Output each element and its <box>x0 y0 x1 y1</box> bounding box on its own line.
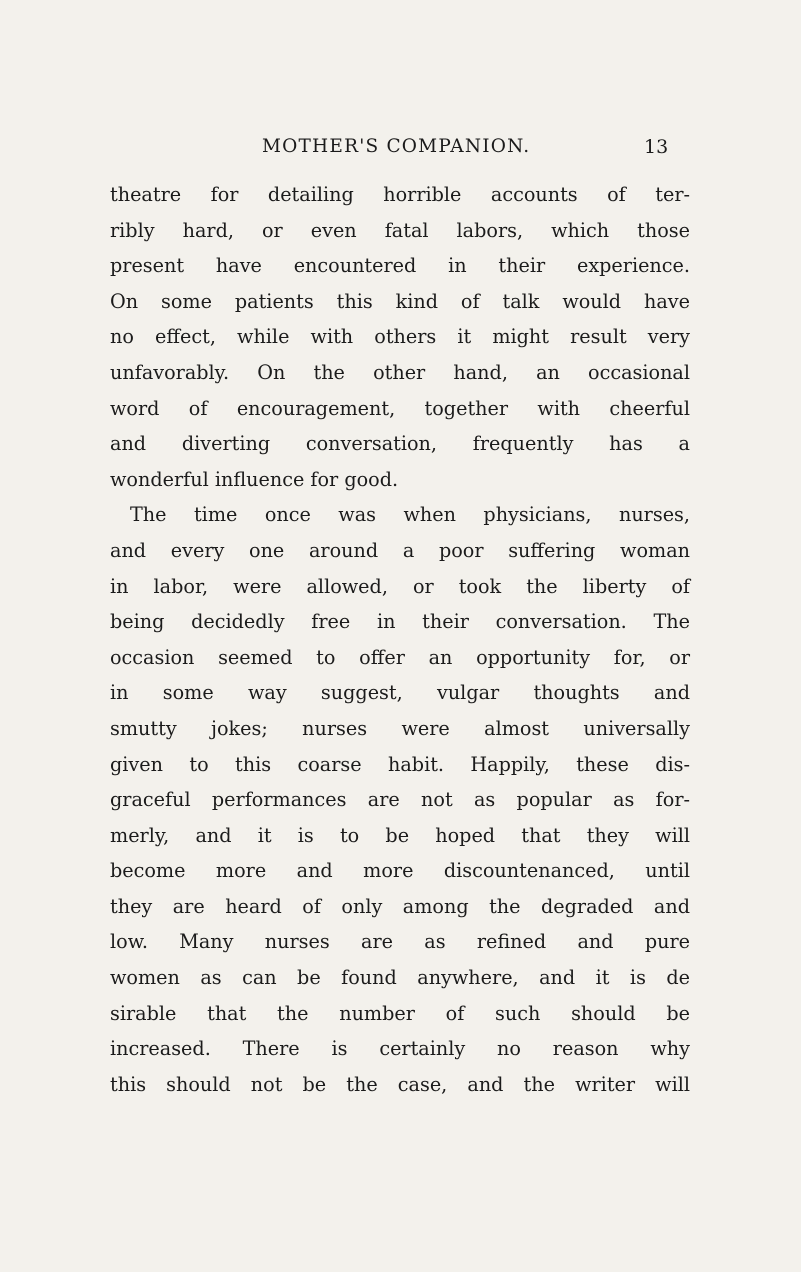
text-line: in labor, were allowed, or took the liberty of <box>110 574 690 598</box>
text-line: no effect, while with others it might result very <box>110 325 690 349</box>
body-text <box>110 177 690 1102</box>
text-line: sirable that the number of such should be <box>110 1001 690 1025</box>
text-line: become more and more discountenanced, until <box>110 859 690 883</box>
text-line: merly, and it is to be hoped that they will <box>110 823 690 847</box>
text-line: and every one around a poor suffering woman <box>110 538 690 562</box>
text-line: word of encouragement, together with cheerful <box>110 396 690 420</box>
text-line: being decidedly free in their conversation. The <box>110 610 690 634</box>
running-head <box>262 136 669 166</box>
text-line: increased. There is certainly no reason why <box>110 1037 690 1061</box>
text-line: unfavorably. On the other hand, an occasional <box>110 360 690 384</box>
text-line: graceful performances are not as popular as for- <box>110 788 690 812</box>
text-line: The time once was when physicians, nurses, <box>130 503 690 527</box>
text-line: present have encountered in their experience. <box>110 254 690 278</box>
page-number: 13 <box>644 136 669 158</box>
text-line: they are heard of only among the degraded and <box>110 894 690 918</box>
text-line: low. Many nurses are as refined and pure <box>110 930 690 954</box>
text-line: theatre for detailing horrible accounts of ter- <box>110 183 690 206</box>
text-line: women as can be found anywhere, and it is de <box>110 966 690 990</box>
text-line: given to this coarse habit. Happily, these dis- <box>110 752 690 776</box>
text-line: On some patients this kind of talk would have <box>110 289 690 313</box>
text-line: ribly hard, or even fatal labors, which those <box>110 218 690 242</box>
text-line: in some way suggest, vulgar thoughts and <box>110 681 690 705</box>
text-line: occasion seemed to offer an opportunity for, or <box>110 645 690 669</box>
text-line: smutty jokes; nurses were almost universally <box>110 716 690 740</box>
text-line: wonderful influence for good. <box>110 467 399 491</box>
text-line: and diverting conversation, frequently has a <box>110 432 690 456</box>
text-line: this should not be the case, and the writer will <box>110 1072 690 1096</box>
running-head-title: MOTHER'S COMPANION. <box>262 136 531 157</box>
